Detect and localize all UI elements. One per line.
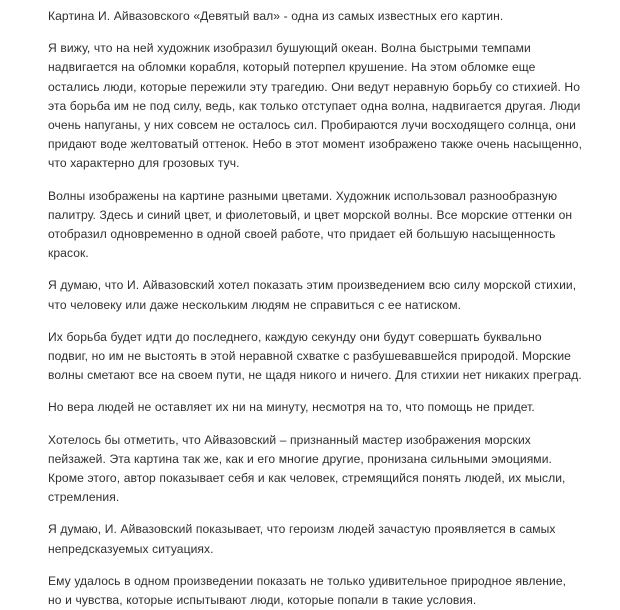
essay-paragraph: Я думаю, что И. Айвазовский хотел показать этим произведением всю силу морской стихии, что человеку или даже нескольким людям не справиться с ее натиском. bbox=[48, 278, 577, 312]
essay-paragraph: Их борьба будет идти до последнего, каждую секунду они будут совершать буквально подвиг, но им не выстоять в этой неравной схватке с разбушевавшейся природой. Морские волны сметают все на своем пути, не щадя никого и ничего. Для стихии нет никаких преград. bbox=[48, 329, 582, 383]
essay-paragraph: Ему удалось в одном произведении показать не только удивительное природное явление, но и чувства, которые испытывают люди, которые попали в такие условия. bbox=[48, 573, 567, 608]
essay-paragraph: Я вижу, что на ней художник изобразил бушующий океан. Волна быстрыми темпами надвигается на обломки корабля, который потерпел крушение. На этом обломке еще остались люди, которые пережили эту трагедию. Они ведут неравную борьбу со стихией. Но эта борьба им не под силу, ведь, как только отступает одна волна, надвигается другая. Люди очень напуганы, у них совсем не осталось сил. Пробираются лучи восходящего солнца, они придают воде желтоватый оттенок. Небо в этот момент изображено также очень насыщенно, что характерно для грозовых туч. bbox=[48, 41, 582, 171]
essay-paragraph: Хотелось бы отметить, что Айвазовский – признанный мастер изображения морских пейзажей. Эта картина так же, как и его многие другие, пронизана сильными эмоциями. Кроме этого, автор показывает себя и как человек, стремящийся понять людей, их мысли, стремления. bbox=[48, 432, 566, 505]
essay-paragraph: Я думаю, И. Айвазовский показывает, что героизм людей зачастую проявляется в самых непредсказуемых ситуациях. bbox=[48, 522, 556, 556]
essay-paragraph: Волны изображены на картине разными цветами. Художник использовал разнообразную палитру. Здесь и синий цвет, и фиолетовый, и цвет морской волны. Все морские оттенки он отобразил одновременно в одной своей работе, что придает ей большую насыщенность красок. bbox=[48, 188, 573, 261]
essay-paragraph: Картина И. Айвазовского «Девятый вал» - одна из самых известных его картин. bbox=[48, 9, 504, 23]
essay-paragraph: Но вера людей не оставляет их ни на минуту, несмотря на то, что помощь не придет. bbox=[48, 400, 535, 415]
